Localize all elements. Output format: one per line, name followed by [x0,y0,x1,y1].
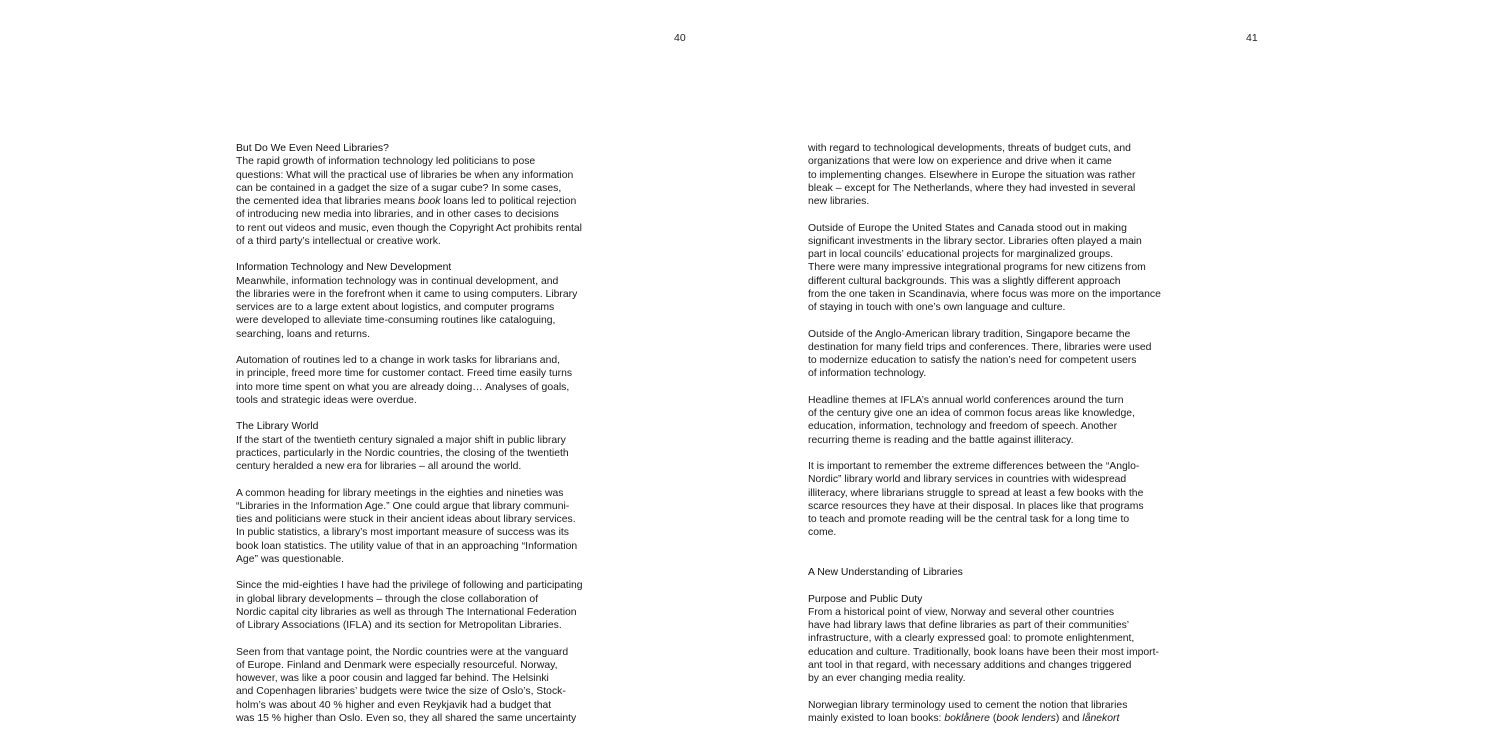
paragraph [236,646,586,726]
italic-term: book lenders [996,712,1056,724]
text-line: practices, particularly in the Nordic countries, the closing of the twentieth [236,447,569,459]
page-number-right: 41 [1246,32,1258,44]
text-line: scarce resources they have at their disposal. In places like that programs [808,500,1144,512]
text-line: education, information, technology and freedom of speech. Another [808,421,1118,433]
paragraph [236,354,586,407]
text-line: in principle, freed more time for customer contact. Freed time easily turns [236,368,573,380]
text-line: of staying in touch with one’s own language and culture. [808,302,1066,313]
text-line: the cemented idea that libraries means book loans led to political rejection [236,196,577,207]
text-line: of introducing new media into libraries, and in other cases to decisions [236,209,559,221]
text-line: Since the mid-eighties I have had the privilege of following and participating [236,580,583,592]
text-line: It is important to remember the extreme differences between the “Anglo- [808,461,1140,472]
left-page-column [236,142,586,738]
text-line: come. [808,527,837,539]
text-line: recurring theme is reading and the battle against illiteracy. [808,434,1074,446]
right-page-column [808,142,1161,738]
section [808,593,1158,686]
text-line: In public statistics, a library’s most important measure of success was its [236,527,570,539]
text-line: was 15 % higher than Oslo. Even so, they all shared the same uncertainty [236,712,577,724]
text-line: from the one taken in Scandinavia, where focus was more on the importance [808,288,1161,300]
text-line: into more time spent on what you are already doing… Analyses of goals, [236,381,570,393]
text-line: to teach and promote reading will be the central task for a long time to [808,514,1130,525]
text-line: book loan statistics. The utility value of that in an approaching “Information [236,540,578,552]
text-line: mainly existed to loan books: boklånere (book lenders) and lånekort [808,712,1120,724]
text-line: destination for many field trips and conferences. There, libraries were used [808,341,1152,353]
text-line: to modernize education to satisfy the nation’s need for competent users [808,355,1137,366]
text-line: to rent out videos and music, even though the Copyright Act prohibits rental [236,222,582,234]
italic-term: boklånere [944,712,990,724]
text-line: significant investments in the library sector. Libraries often played a main [808,235,1142,247]
text-line: education and culture. Traditionally, book loans have been their most import- [808,646,1159,658]
paragraph [236,579,586,632]
section-heading: But Do We Even Need Libraries? [236,143,389,154]
text-line: by an ever changing media reality. [808,673,966,684]
italic-term: book [417,196,441,207]
text-line: illiteracy, where librarians struggle to spread at least a few books with the [808,487,1144,499]
text-line: Outside of the Anglo-American library tradition, Singapore became the [808,328,1131,340]
text-line: ties and politicians were stuck in their ancient ideas about library services. [236,514,576,525]
text-line: Outside of Europe the United States and Canada stood out in making [808,222,1127,234]
text-line: “Libraries in the Information Age.” One could argue that library communi- [236,500,570,512]
text-line: Norwegian library terminology used to cement the notion that libraries [808,699,1128,711]
section-spacer [808,553,1158,566]
text-line: questions: What will the practical use of libraries be when any information [236,169,574,181]
section [808,566,1158,579]
page-number-left: 40 [674,32,686,44]
text-line: A common heading for library meetings in the eighties and nineties was [236,487,564,499]
paragraph [236,487,586,567]
text-line: have had library laws that define libraries as part of their communities’ [808,620,1130,631]
text-line: Automation of routines led to a change in work tasks for librarians and, [236,355,561,366]
italic-term: lånekort [1082,712,1120,724]
text-line: services are to a large extent about logistics, and computer programs [236,302,555,313]
section-heading: Purpose and Public Duty [808,593,923,605]
text-line: of a third party’s intellectual or creative work. [236,235,441,247]
text-line: bleak – except for The Netherlands, where they had invested in several [808,182,1136,194]
paragraph [808,460,1158,540]
text-line: tools and strategic ideas were overdue. [236,394,417,406]
text-line: The rapid growth of information technology led politicians to pose [236,156,536,168]
text-line: infrastructure, with a clearly expressed goal: to promote enlightenment, [808,633,1135,645]
text-line: part in local councils’ educational projects for marginalized groups. [808,249,1114,260]
text-line: in global library developments – through the close collaboration of [236,593,539,605]
section [236,142,586,248]
paragraph [808,699,1158,726]
text-line: with regard to technological developments, threats of budget cuts, and [808,143,1131,154]
paragraph [808,328,1158,381]
text-line: From a historical point of view, Norway and several other countries [808,606,1115,618]
text-line: of Library Associations (IFLA) and its section for Metropolitan Libraries. [236,620,562,631]
section-heading: The Library World [236,421,319,433]
text-line: Age” was questionable. [236,553,345,565]
text-line: Nordic capital city libraries as well as through The International Federation [236,606,577,618]
text-line: can be contained in a gadget the size of a sugar cube? In some cases, [236,182,562,194]
text-line: ant tool in that regard, with necessary additions and changes triggered [808,659,1132,671]
text-line: were developed to alleviate time-consuming routines like cataloguing, [236,315,556,327]
text-line: however, was like a poor cousin and lagged far behind. The Helsinki [236,673,549,684]
text-line: and Copenhagen libraries’ budgets were twice the size of Oslo’s, Stock- [236,686,566,698]
text-line: of information technology. [808,368,927,380]
section-heading: Information Technology and New Development [236,262,452,274]
text-line: of the century give one an idea of common focus areas like knowledge, [808,408,1135,419]
section-heading: A New Understanding of Libraries [808,567,963,578]
section [236,420,586,473]
text-line: of Europe. Finland and Denmark were especially resourceful. Norway, [236,659,558,671]
text-line: the libraries were in the forefront when it came to using computers. Library [236,288,578,300]
text-line: Meanwhile, information technology was in continual development, and [236,275,559,287]
text-line: holm’s was about 40 % higher and even Reykjavik had a budget that [236,699,552,711]
text-line: Seen from that vantage point, the Nordic countries were at the vanguard [236,646,569,658]
paragraph [808,222,1161,315]
paragraph [808,394,1158,447]
text-line: There were many impressive integrational programs for new citizens from [808,262,1146,274]
text-line: Nordic” library world and library services in countries with widespread [808,474,1127,486]
text-line: If the start of the twentieth century signaled a major shift in public library [236,434,566,446]
section [236,261,586,341]
paragraph [808,142,1158,208]
text-line: to implementing changes. Elsewhere in Europe the situation was rather [808,169,1136,181]
text-line: different cultural backgrounds. This was a slightly different approach [808,275,1121,287]
text-line: new libraries. [808,196,870,207]
text-line: searching, loans and returns. [236,328,371,340]
text-line: organizations that were low on experience and drive when it came [808,156,1112,168]
text-line: Headline themes at IFLA’s annual world conferences around the turn [808,394,1124,406]
text-line: century heralded a new era for libraries – all around the world. [236,461,522,472]
